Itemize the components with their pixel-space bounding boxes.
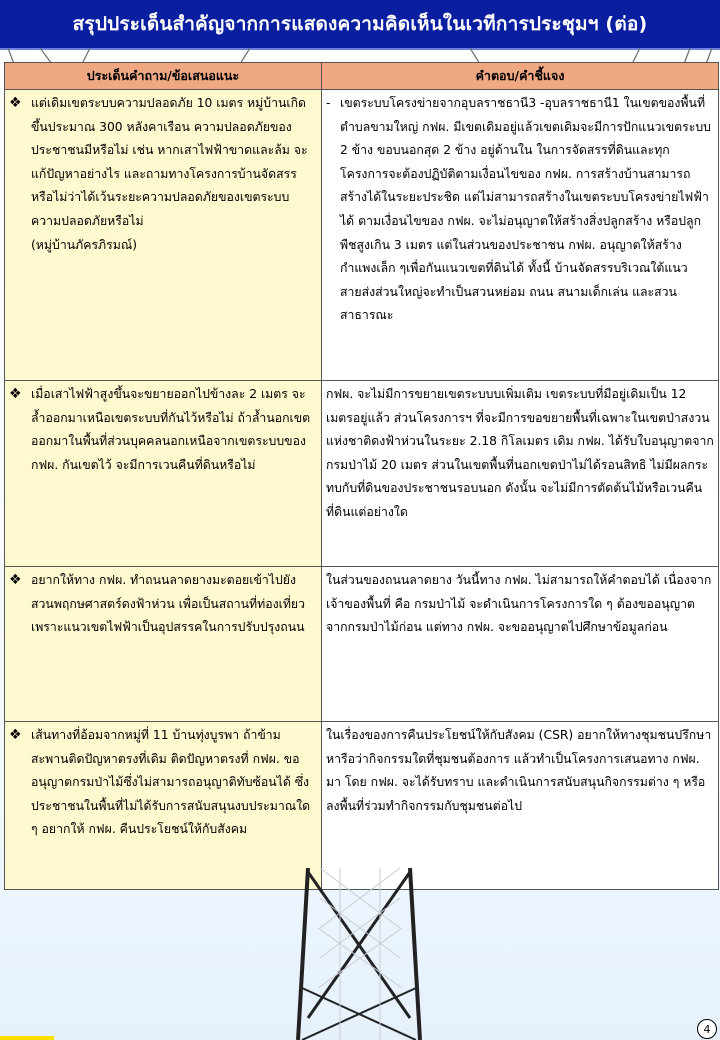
diamond-bullet-icon: ❖ [9, 95, 22, 111]
answer-text: ในส่วนของถนนลาดยาง วันนี้ทาง กฟผ. ไม่สามารถให้คำตอบได้ เนื่องจากเจ้าของพื้นที่ คือ กรมป่าไม้ จะดำเนินการโครงการใด ๆ ต้องขออนุญาตจากกรมป่าไม้ก่อน แต่ทาง กฟผ. จะขออนุญาตไปศึกษาข้อมูลก่อน [326, 573, 712, 635]
answer-cell [322, 722, 719, 890]
page-number: 4 [697, 1019, 717, 1039]
table-row [5, 381, 719, 567]
answer-cell [322, 381, 719, 567]
answer-text: กฟผ. จะไม่มีการขยายเขตระบบบเพิ่มเติม เขตระบบที่มีอยู่เดิมเป็น 12 เมตรอยู่แล้ว ส่วนโครงการฯ ที่จะมีการขอขยายพื้นที่เฉพาะในเขตป่าสงวนแห่งชาติดงฟ้าห่วนในระยะ 2.18 กิโลเมตร เดิม กฟผ. ได้รับใบอนุญาตจากกรมป่าไม้ 20 เมตร ส่วนในเขตพื้นที่นอกเขตป่าไม่ได้รอนสิทธิ ไม่มีผลกระทบกับที่ดินของประชาชนรอบนอก ดังนั้น จะไม่มีการตัดต้นไม้หรือเวนคืนที่ดินแต่อย่างใด [326, 387, 714, 519]
question-text: อยากให้ทาง กฟผ. ทำถนนลาดยางมะตอยเข้าไปยังสวนพฤกษศาสตร์ดงฟ้าห่วน เพื่อเป็นสถานที่ท่องเที่ยว เพราะแนวเขตไฟฟ้าเป็นอุปสรรคในการปรับปรุงถนน [31, 573, 306, 635]
question-cell [5, 381, 322, 567]
table-header-row [5, 63, 719, 90]
table-row [5, 722, 719, 890]
answer-cell [322, 567, 719, 722]
title-bar [0, 0, 720, 50]
question-asker: (หมู่บ้านภัครภิรมณ์) [31, 237, 138, 252]
table-row [5, 567, 719, 722]
answer-cell [322, 90, 719, 381]
footer-accent-bar [0, 1036, 54, 1040]
page-title: สรุปประเด็นสำคัญจากการแสดงความคิดเห็นในเวทีการประชุมฯ (ต่อ) [72, 13, 648, 35]
qa-table [4, 62, 719, 890]
question-text: แต่เดิมเขตระบบความปลอดภัย 10 เมตร หมู่บ้านเกิดขึ้นประมาณ 300 หลังคาเรือน ความปลอดภัยของประชาชนมีหรือไม่ เช่น หากเสาไฟฟ้าขาดและล้ม จะแก้ปัญหาอย่างไร และถามทางโครงการบ้านจัดสรรหรือไม่ว่าได้เว้นระยะความปลอดภัยของเขตระบบความปลอดภัยหรือไม่ [31, 96, 308, 228]
question-cell [5, 567, 322, 722]
answer-text: ในเรื่องของการคืนประโยชน์ให้กับสังคม (CSR) อยากให้ทางชุมชนปรึกษาหารือว่ากิจกรรมใดที่ชุมชนต้องการ แล้วทำเป็นโครงการเสนอทาง กฟผ. มา โดย กฟผ. จะได้รับทราบ และดำเนินการสนับสนุนกิจกรรมต่าง ๆ หรือลงพื้นที่ร่วมทำกิจกรรมกับชุมชนต่อไป [326, 728, 712, 813]
question-text: เส้นทางที่อ้อมจากหมู่ที่ 11 บ้านทุ่งบูรพา ถ้าข้ามสะพานติดปัญหาตรงที่เดิม ติดปัญหาตรงที่ กฟผ. ขออนุญาตกรมป่าไม้ซึ่งไม่สามารถอนุญาติทับซ้อนได้ ซึ่งประชาชนในพื้นที่ไม่ได้รับการสนับสนุนงบประมาณใด ๆ อยากให้ กฟผ. คืนประโยชน์ให้กับสังคม [31, 728, 311, 837]
diamond-bullet-icon: ❖ [9, 386, 22, 402]
table-row [5, 90, 719, 381]
diamond-bullet-icon: ❖ [9, 572, 22, 588]
answer-text: เขตระบบโครงข่ายจากอุบลราชธานี3 -อุบลราชธานี1 ในเขตของพื้นที่ตำบลขามใหญ่ กฟผ. มีเขตเดิมอยู่แล้วเขตเดิมจะมีการปักแนวเขตระบบ 2 ข้าง ขอบนอกสุด 2 ข้าง อยู่ด้านใน ในการจัดสรรที่ดินและทุกโครงการจะต้องปฏิบัติตามเงื่อนไขของ กฟผ. การสร้างบ้านสามารถสร้างได้ในระยะประชิด แต่ไม่สามารถสร้างในเขตระบบโครงข่ายไฟฟ้าได้ ตามเงื่อนไขของ กฟผ. จะไม่อนุญาตให้สร้างสิ่งปลูกสร้าง หรือปลูกพืชสูงเกิน 3 เมตร แต่ในส่วนของประชาชน กฟผ. อนุญาตให้สร้างกำแพงเล็ก ๆเพื่อกันแนวเขตที่ดินได้ ทั้งนี้ บ้านจัดสรรบริเวณใต้แนวสายส่งส่วนใหญ่จะทำเป็นสวนหย่อม ถนน สนามเด็กเล่น และสวนสาธารณะ [340, 96, 711, 323]
header-question: ประเด็นคำถาม/ข้อเสนอแนะ [5, 63, 322, 90]
diamond-bullet-icon: ❖ [9, 727, 22, 743]
transmission-tower-illustration [260, 868, 460, 1040]
answer-dash: - [326, 96, 331, 110]
question-cell [5, 90, 322, 381]
question-cell [5, 722, 322, 890]
question-text: เมื่อเสาไฟฟ้าสูงขึ้นจะขยายออกไปข้างละ 2 เมตร จะล้ำออกมาเหนือเขตระบบที่กันไว้หรือไม่ ถ้าล้ำนอกเขตออกมาในพื้นที่ส่วนบุคคลนอกเหนือจากเขตระบบของ กฟผ. กันเขตไว้ จะมีการเวนคืนที่ดินหรือไม่ [31, 387, 311, 472]
header-answer: คำตอบ/คำชี้แจง [322, 63, 719, 90]
